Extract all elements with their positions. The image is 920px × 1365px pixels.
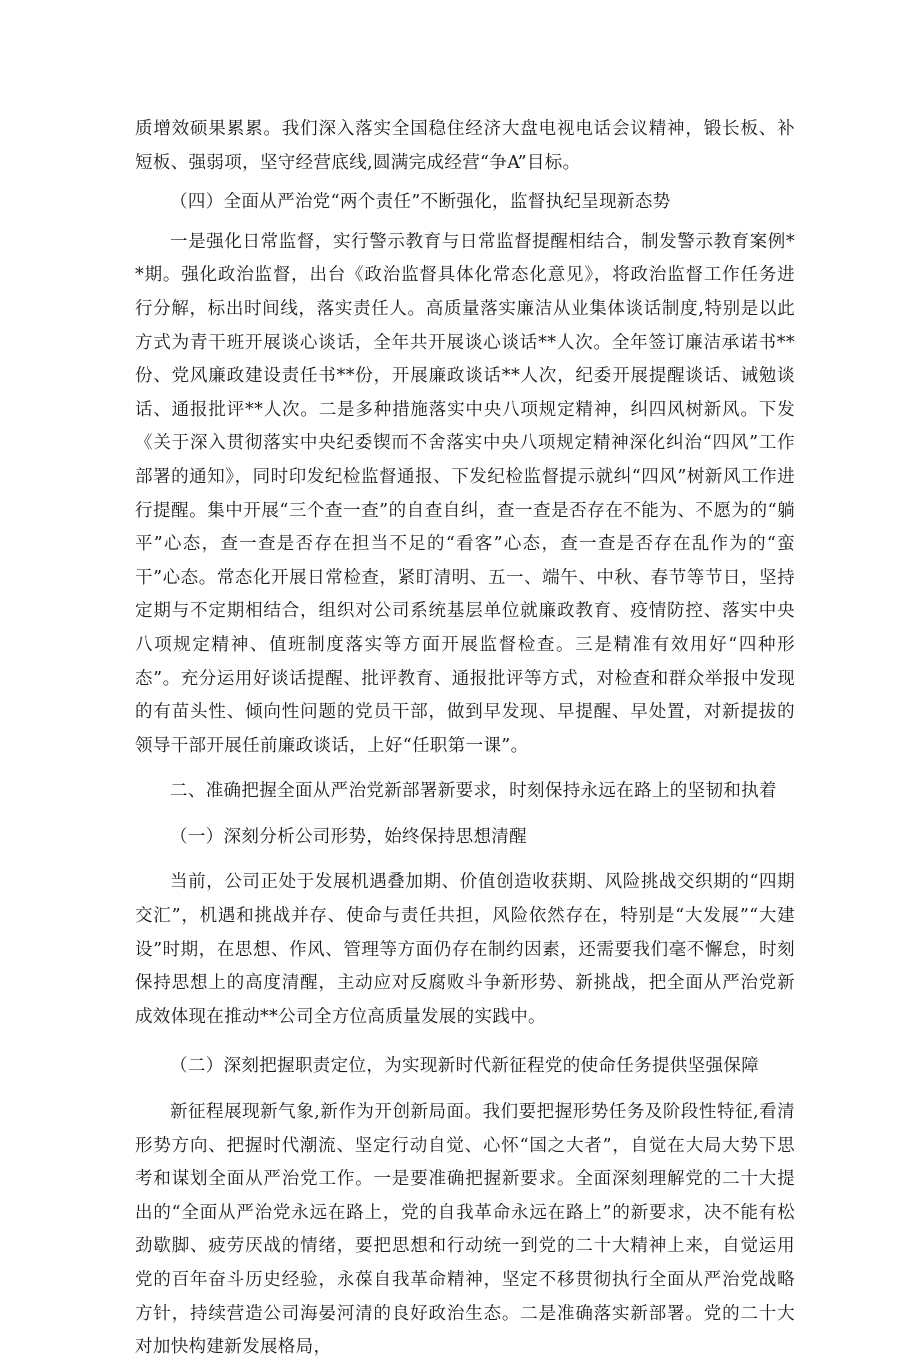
paragraph-continuation: 质增效硕果累累。我们深入落实全国稳住经济大盘电视电话会议精神，锻长板、补短板、强弱项，坚守经营底线,圆满完成经营“争A”目标。	[135, 119, 795, 173]
paragraph-situation: 当前，公司正处于发展机遇叠加期、价值创造收获期、风险挑战交织期的“四期交汇”，机遇和挑战并存、使命与责任共担，风险依然存在，特别是“大发展”“大建设”时期，在思想、作风、管理等方面仍存在制约因素，还需要我们毫不懈怠，时刻保持思想上的高度清醒，主动应对反腐败斗争新形势、新挑战，把全面从严治党新成效体现在推动**公司全方位高质量发展的实践中。	[135, 872, 795, 1027]
section-heading-1: （一）深刻分析公司形势，始终保持思想清醒	[170, 826, 527, 847]
paragraph-new-journey: 新征程展现新气象,新作为开创新局面。我们要把握形势任务及阶段性特征,看清形势方向、把握时代潮流、坚定行动自觉、心怀“国之大者”，自觉在大局大势下思考和谋划全面从严治党工作。一是要准确把握新要求。全面深刻理解党的二十大提出的“全面从严治党永远在路上，党的自我革命永远在路上”的新要求，决不能有松劲歇脚、疲劳厌战的情绪，要把思想和行动统一到党的二十大精神上来，自觉运用党的百年奋斗历史经验，永葆自我革命精神，坚定不移贯彻执行全面从严治党战略方针，持续营造公司海晏河清的良好政治生态。二是准确落实新部署。党的二十大对加快构建新发展格局，	[135, 1102, 795, 1358]
section-heading-2: （二）深刻把握职责定位，为实现新时代新征程党的使命任务提供坚强保障	[170, 1056, 760, 1077]
section-heading-4: （四）全面从严治党“两个责任”不断强化，监督执纪呈现新态势	[170, 192, 671, 213]
document-body	[135, 113, 795, 1365]
paragraph-supervision: 一是强化日常监督，实行警示教育与日常监督提醒相结合，制发警示教育案例**期。强化政治监督，出台《政治监督具体化常态化意见》，将政治监督工作任务进行分解，标出时间线，落实责任人。高质量落实廉洁从业集体谈话制度,特别是以此方式为青干班开展谈心谈话，全年共开展谈心谈话**人次。全年签订廉洁承诺书**份、党风廉政建设责任书**份，开展廉政谈话**人次，纪委开展提醒谈话、诫勉谈话、通报批评**人次。二是多种措施落实中央八项规定精神，纠四风树新风。下发《关于深入贯彻落实中央纪委锲而不舍落实中央八项规定精神深化纠治“四风”工作部署的通知》，同时印发纪检监督通报、下发纪检监督提示就纠“四风”树新风工作进行提醒。集中开展“三个查一查”的自查自纠，查一查是否存在不能为、不愿为的“躺平”心态，查一查是否存在担当不足的“看客”心态，查一查是否存在乱作为的“蛮干”心态。常态化开展日常检查，紧盯清明、五一、端午、中秋、春节等节日，坚持定期与不定期相结合，组织对公司系统基层单位就廉政教育、疫情防控、落实中央八项规定精神、值班制度落实等方面开展监督检查。三是精准有效用好“四种形态”。充分运用好谈话提醒、批评教育、通报批评等方式，对检查和群众举报中发现的有苗头性、倾向性问题的党员干部，做到早发现、早提醒、早处置，对新提拔的领导干部开展任前廉政谈话，上好“任职第一课”。	[135, 231, 795, 756]
chapter-heading-2: 二、准确把握全面从严治党新部署新要求，时刻保持永远在路上的坚韧和执着	[170, 781, 777, 802]
